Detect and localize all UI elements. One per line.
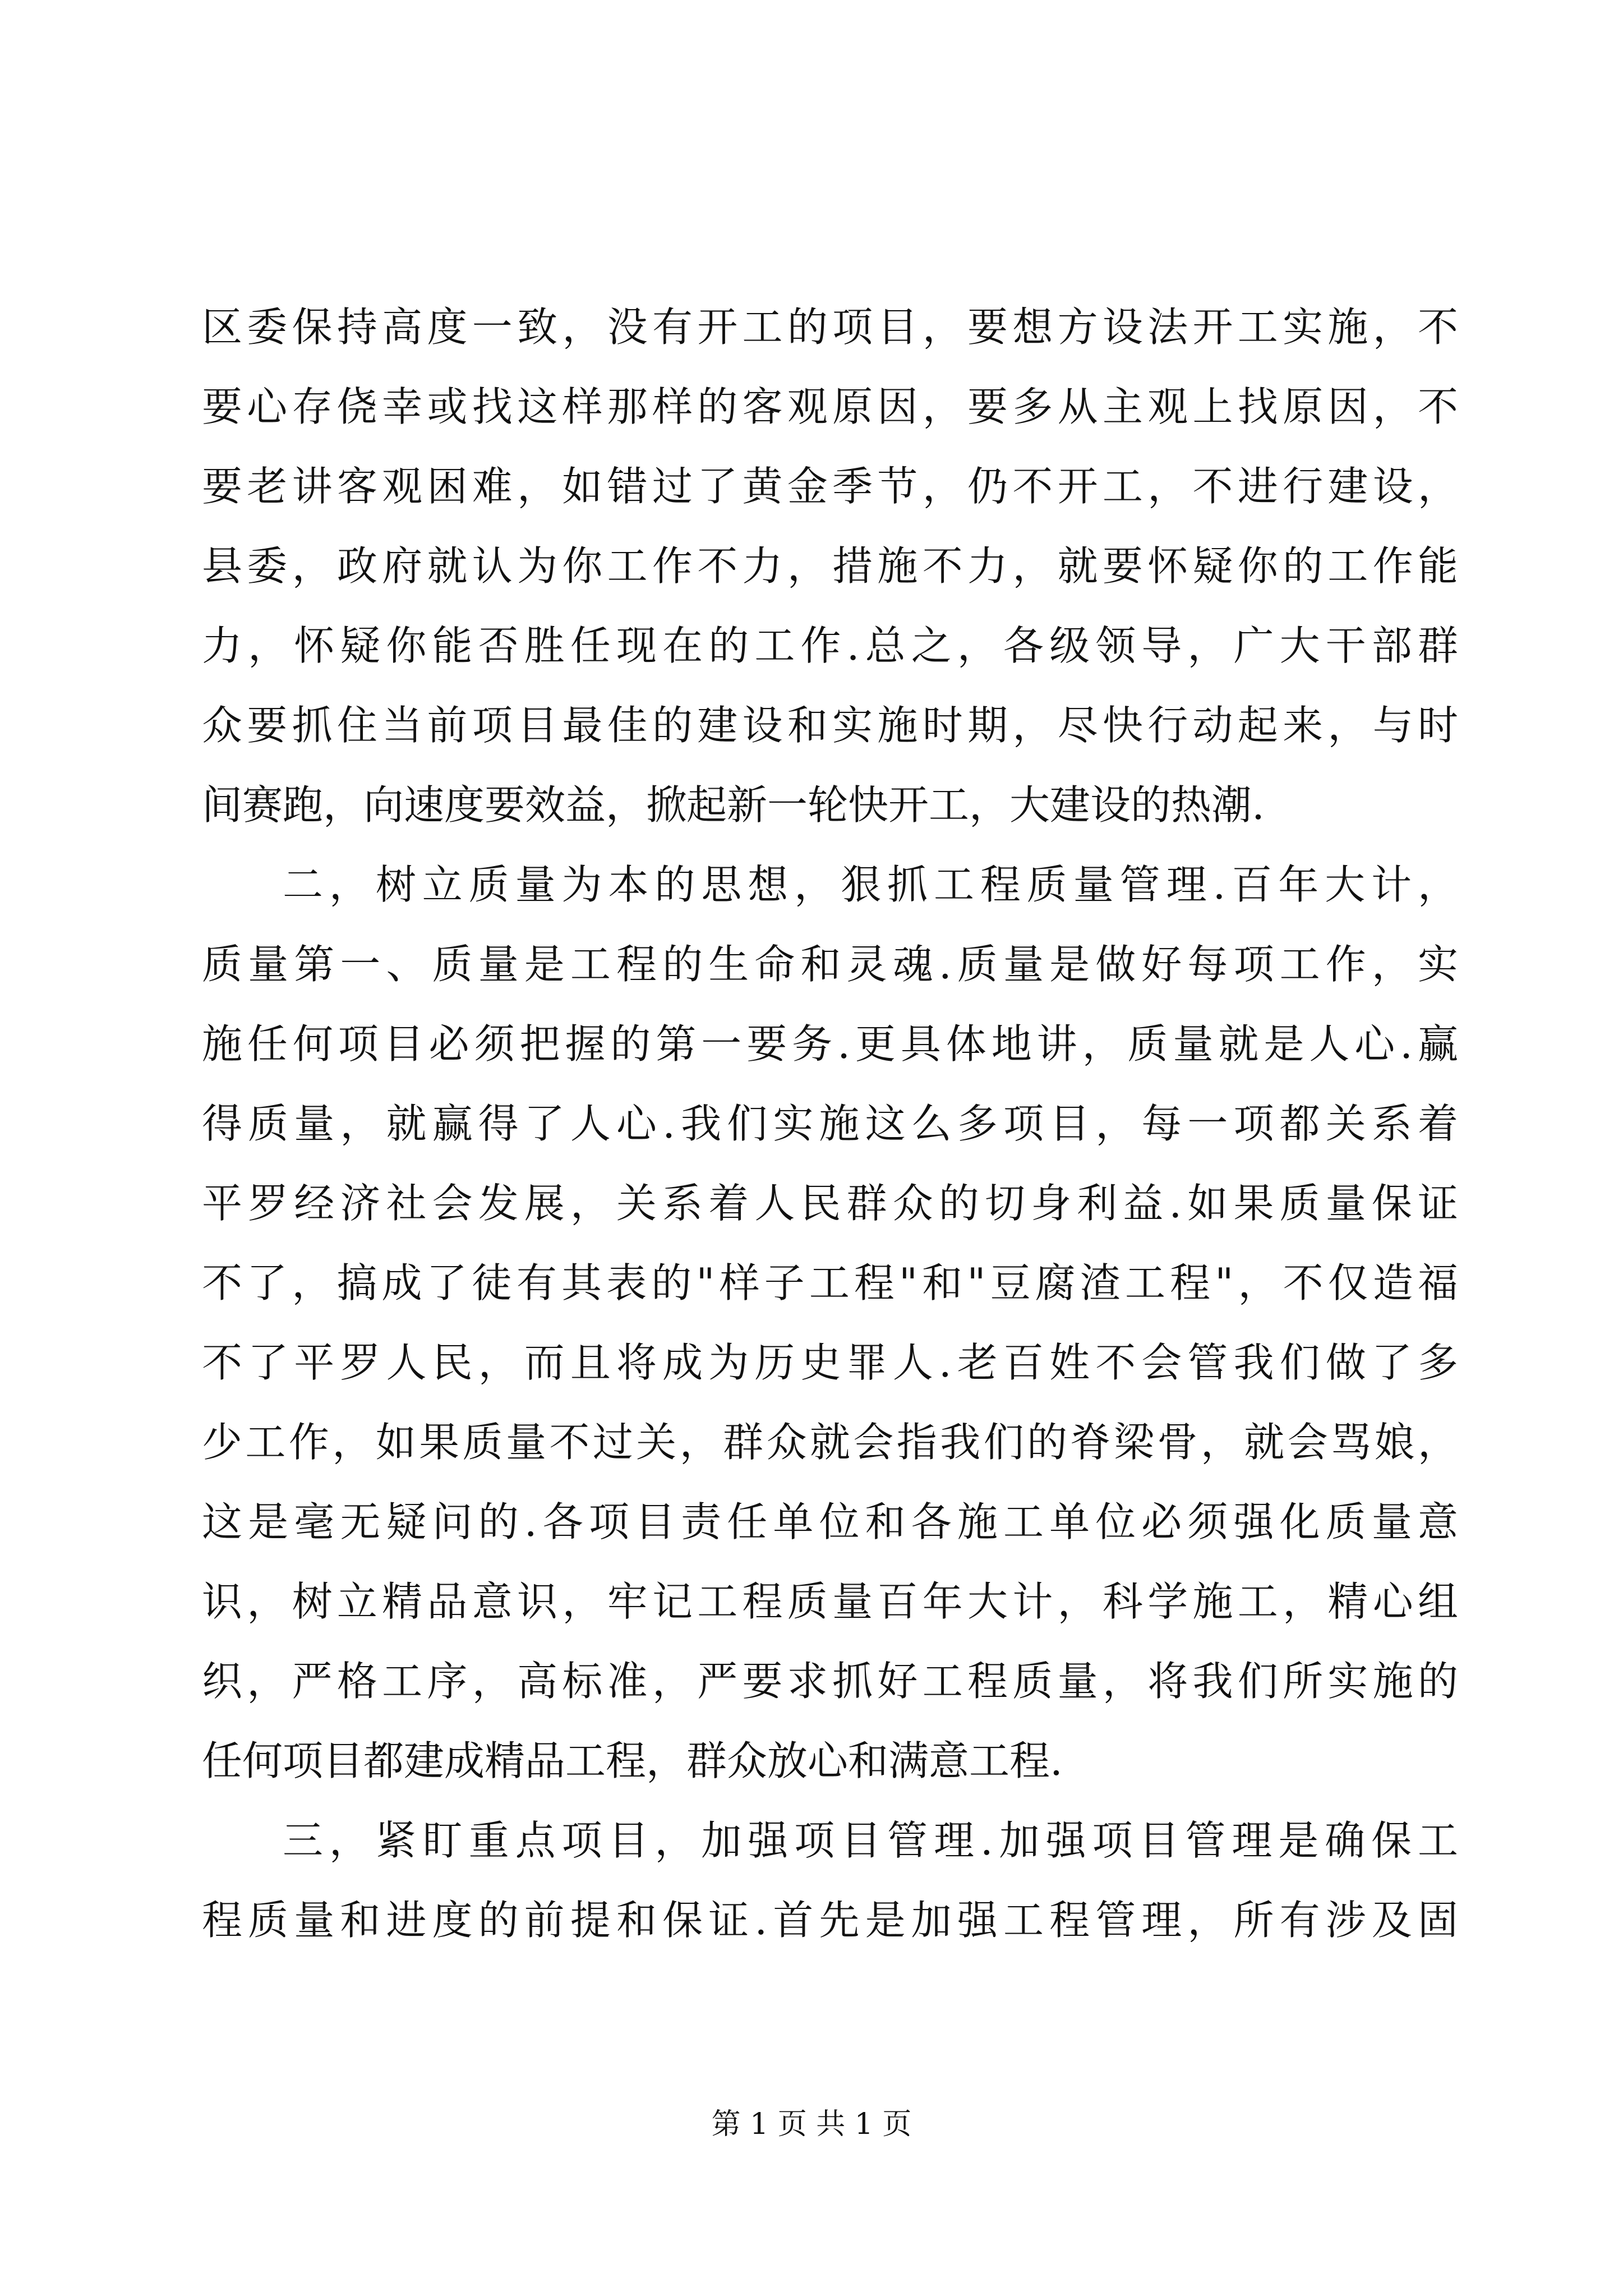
text-line: 任何项目都建成精品工程，群众放心和满意工程. [202,1737,1063,1784]
text-line: 区委保持高度一致，没有开工的项目，要想方设法开工实施，不 [202,303,1458,351]
text-line: 这是毫无疑问的.各项目责任单位和各施工单位必须强化质量意 [202,1498,1458,1545]
text-line: 识，树立精品意识，牢记工程质量百年大计，科学施工，精心组 [202,1578,1458,1625]
text-line: 平罗经济社会发展，关系着人民群众的切身利益.如果质量保证 [202,1180,1458,1227]
paragraph-first-line: 三，紧盯重点项目，加强项目管理.加强项目管理是确保工 [283,1817,1458,1864]
text-line: 要老讲客观困难，如错过了黄金季节，仍不开工，不进行建设， [202,463,1458,510]
page-number-label: 第 1 页 共 1 页 [711,2108,912,2141]
text-line: 县委，政府就认为你工作不力，措施不力，就要怀疑你的工作能 [202,542,1458,590]
paragraph-first-line: 二，树立质量为本的思想，狠抓工程质量管理.百年大计， [283,861,1458,908]
text-line: 不了，搞成了徒有其表的"样子工程"和"豆腐渣工程"，不仅造福 [202,1259,1458,1306]
text-line: 程质量和进度的前提和保证.首先是加强工程管理，所有涉及固 [202,1897,1458,1944]
text-line: 得质量，就赢得了人心.我们实施这么多项目，每一项都关系着 [202,1100,1458,1147]
body-text [202,287,1458,1960]
text-line: 力，怀疑你能否胜任现在的工作.总之，各级领导，广大干部群 [202,622,1458,669]
page-footer [0,2105,1623,2144]
text-line: 质量第一、质量是工程的生命和灵魂.质量是做好每项工作，实 [202,941,1458,988]
text-line: 少工作，如果质量不过关，群众就会指我们的脊梁骨，就会骂娘， [202,1419,1458,1466]
text-line: 不了平罗人民，而且将成为历史罪人.老百姓不会管我们做了多 [202,1339,1458,1386]
text-line: 间赛跑，向速度要效益，掀起新一轮快开工，大建设的热潮. [202,781,1265,829]
text-line: 众要抓住当前项目最佳的建设和实施时期，尽快行动起来，与时 [202,702,1458,749]
text-line: 要心存侥幸或找这样那样的客观原因，要多从主观上找原因，不 [202,383,1458,430]
text-line: 织，严格工序，高标准，严要求抓好工程质量，将我们所实施的 [202,1658,1458,1705]
text-line: 施任何项目必须把握的第一要务.更具体地讲，质量就是人心.赢 [202,1020,1458,1068]
